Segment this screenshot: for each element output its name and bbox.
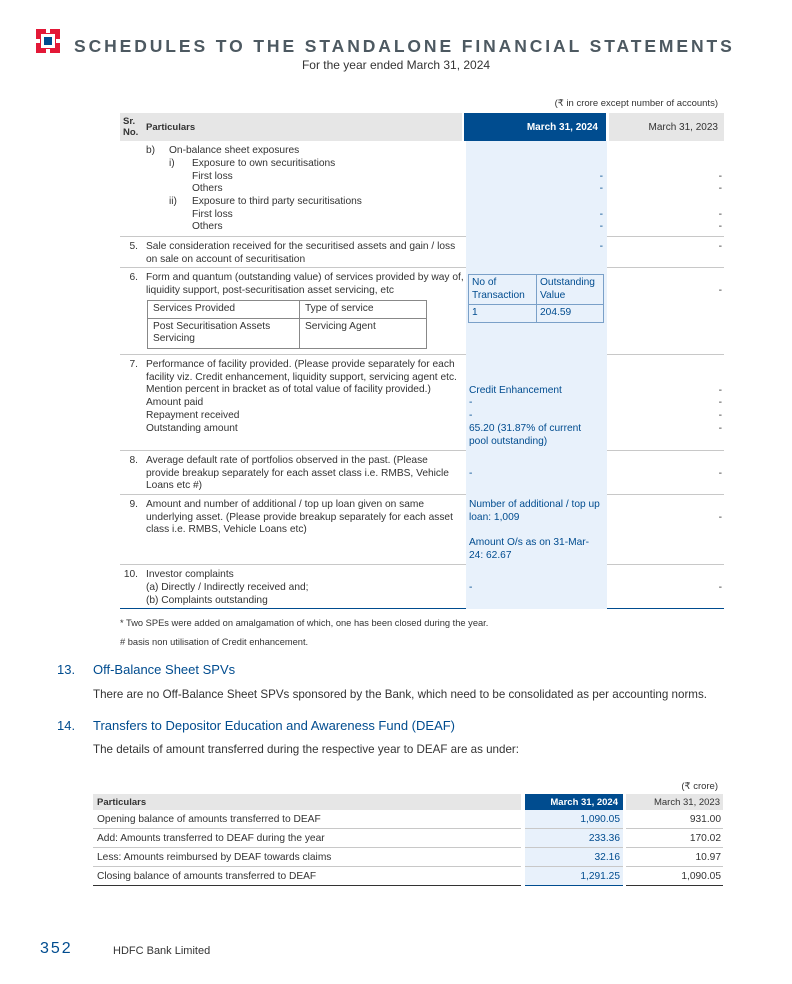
table-row: 8. Average default rate of portfolios observed in the past. (Please provide breakup separately for each asset class i.e. RMBS, Vehicle Loans etc #) - - xyxy=(120,451,724,495)
table-row: 10. Investor complaints (a) Directly / Indirectly received and; (b) Complaints outstanding - - xyxy=(120,565,724,609)
page-subtitle: For the year ended March 31, 2024 xyxy=(301,58,491,72)
table-row: b) On-balance sheet exposures i) Exposure to own securitisations First loss Others ii) Exposure to third party securitisations First loss Others - - - - - - - - xyxy=(120,141,724,237)
services-subtable: Services Provided Type of service Post Securitisation Assets Servicing Servicing Agent xyxy=(147,300,427,349)
col-march-2023: March 31, 2023 xyxy=(626,794,723,810)
col-march-2023: March 31, 2023 xyxy=(609,113,724,141)
table-row: Closing balance of amounts transferred to DEAF 1,291.25 1,090.05 xyxy=(93,867,723,886)
deaf-table xyxy=(93,794,723,886)
table-row: Add: Amounts transferred to DEAF during the year 233.36 170.02 xyxy=(93,829,723,848)
section-14-text: The details of amount transferred during the respective year to DEAF are as under: xyxy=(93,743,519,756)
footnote-spe: * Two SPEs were added on amalgamation of which, one has been closed during the year. xyxy=(120,618,489,628)
hdfc-logo xyxy=(36,29,60,53)
table-row: Opening balance of amounts transferred to DEAF 1,090.05 931.00 xyxy=(93,810,723,829)
page-number: 352 xyxy=(40,940,73,957)
col-march-2024: March 31, 2024 xyxy=(464,113,606,141)
table-row: 5. Sale consideration received for the securitised assets and gain / loss on sale on account of securitisation - - xyxy=(120,237,724,268)
section-14-heading: 14. Transfers to Depositor Education and Awareness Fund (DEAF) xyxy=(57,718,456,733)
section-13-heading: 13. Off-Balance Sheet SPVs xyxy=(57,662,236,677)
table-row: 6. Form and quantum (outstanding value) of services provided by way of, liquidity support, post-securitisation asset servicing, etc Services Provided Type of service Post Securitisation Assets Servicing Servicing Agent No of Transaction Outstanding Value 1 204.59 - xyxy=(120,268,724,355)
company-name: HDFC Bank Limited xyxy=(113,945,211,957)
table-row: 7. Performance of facility provided. (Please provide separately for each facility viz. Credit enhancement, liquidity support, servicing agent etc. Mention percent in bracket as of total value of facility provided.) Amount paid Repayment received Outstanding amount Credit Enhancement - - 65.20 (31.87% of current pool outstanding) - - - - xyxy=(120,355,724,451)
footnote-credit-enhancement: # basis non utilisation of Credit enhancement. xyxy=(120,637,309,647)
col-sr-no: Sr. No. xyxy=(123,116,139,138)
section-13-text: There are no Off-Balance Sheet SPVs sponsored by the Bank, which need to be consolidated as per accounting norms. xyxy=(93,688,707,701)
col-particulars: Particulars xyxy=(93,794,521,810)
crore-unit-note: (₹ crore) xyxy=(681,781,718,792)
col-particulars: Particulars xyxy=(146,122,196,133)
unit-note: (₹ in crore except number of accounts) xyxy=(554,98,718,109)
page-title: SCHEDULES TO THE STANDALONE FINANCIAL STATEMENTS xyxy=(74,36,735,56)
table-row: Less: Amounts reimbursed by DEAF towards claims 32.16 10.97 xyxy=(93,848,723,867)
table-header xyxy=(93,794,723,810)
table-header xyxy=(120,113,724,141)
col-march-2024: March 31, 2024 xyxy=(525,794,623,810)
table-row: 9. Amount and number of additional / top up loan given on same underlying asset. (Please provide breakup separately for each asset class i.e. RMBS, Vehicle Loans etc) Number of additional / top up loan: 1,009 Amount O/s as on 31-Mar-24: 62.67 - xyxy=(120,495,724,565)
transaction-subtable: No of Transaction Outstanding Value 1 204.59 xyxy=(468,274,604,323)
securitisation-table xyxy=(120,113,724,609)
